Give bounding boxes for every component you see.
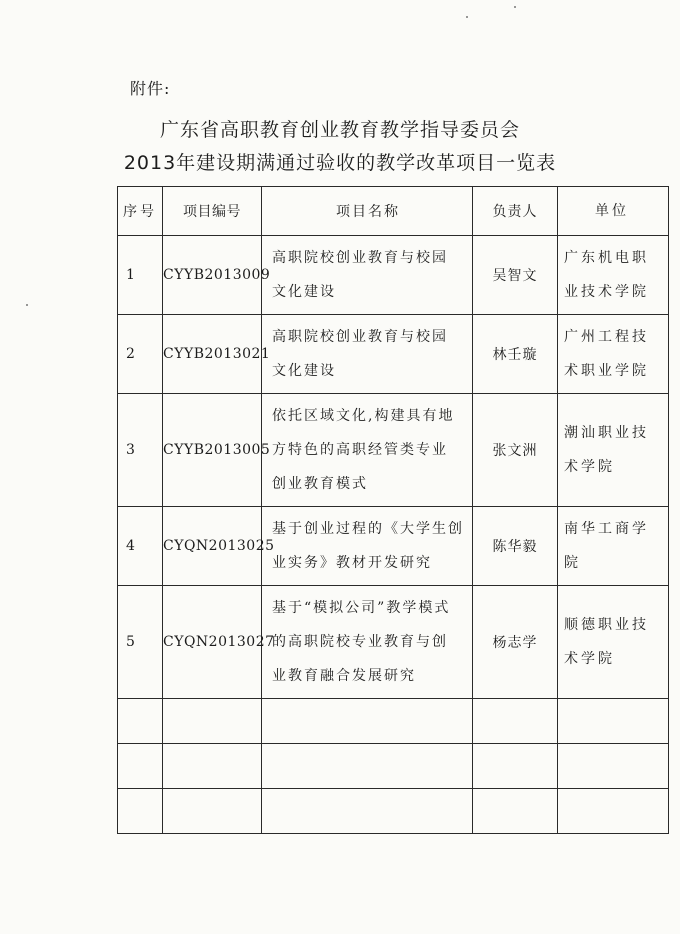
project-name-line: 基于“模拟公司”教学模式 xyxy=(272,600,451,616)
project-name-line: 业实务》教材开发研究 xyxy=(272,555,432,571)
column-header-project-name: 项目名称 xyxy=(262,187,473,236)
cell-project-code: CYYB2013021 xyxy=(163,315,262,394)
column-header-project-code: 项目编号 xyxy=(163,187,262,236)
column-header-person-in-charge: 负责人 xyxy=(473,187,558,236)
table-row xyxy=(118,507,669,586)
empty-cell xyxy=(163,699,262,744)
project-name-line: 的高职院校专业教育与创 xyxy=(272,634,448,650)
cell-institution xyxy=(558,315,669,394)
table-row xyxy=(118,236,669,315)
cell-person-in-charge: 杨志学 xyxy=(473,586,558,699)
cell-number: 4 xyxy=(118,507,163,586)
empty-cell xyxy=(118,744,163,789)
empty-table-row xyxy=(118,699,669,744)
table-row xyxy=(118,315,669,394)
institution-line: 顺德职业技 xyxy=(564,617,649,633)
empty-cell xyxy=(558,699,669,744)
table-header-row xyxy=(118,187,669,236)
empty-cell xyxy=(262,744,473,789)
cell-number: 5 xyxy=(118,586,163,699)
scan-speck xyxy=(466,16,468,18)
cell-person-in-charge: 林壬璇 xyxy=(473,315,558,394)
empty-cell xyxy=(558,789,669,834)
institution-line: 广州工程技 xyxy=(564,329,649,345)
attachment-label: 附件: xyxy=(130,79,171,98)
scan-speck xyxy=(26,304,28,306)
empty-cell xyxy=(473,744,558,789)
empty-table-row xyxy=(118,744,669,789)
empty-cell xyxy=(163,744,262,789)
cell-project-name xyxy=(262,586,473,699)
cell-project-code: CYQN2013027 xyxy=(163,586,262,699)
project-name-line: 创业教育模式 xyxy=(272,476,368,492)
cell-institution xyxy=(558,586,669,699)
table-row xyxy=(118,586,669,699)
institution-line: 术职业学院 xyxy=(564,363,649,379)
project-name-line: 高职院校创业教育与校园 xyxy=(272,250,448,266)
cell-institution xyxy=(558,507,669,586)
institution-line: 广东机电职 xyxy=(564,250,649,266)
project-name-line: 文化建设 xyxy=(272,284,336,300)
institution-line: 院 xyxy=(564,555,581,571)
cell-project-code: CYYB2013005 xyxy=(163,394,262,507)
projects-table xyxy=(117,186,669,834)
cell-person-in-charge: 张文洲 xyxy=(473,394,558,507)
institution-line: 南华工商学 xyxy=(564,521,649,537)
scan-speck xyxy=(514,6,516,8)
project-name-line: 方特色的高职经管类专业 xyxy=(272,442,448,458)
table-row xyxy=(118,394,669,507)
column-header-number: 序号 xyxy=(118,187,163,236)
empty-cell xyxy=(473,699,558,744)
empty-cell xyxy=(262,789,473,834)
empty-cell xyxy=(118,789,163,834)
project-name-line: 业教育融合发展研究 xyxy=(272,668,416,684)
empty-table-row xyxy=(118,789,669,834)
project-name-line: 高职院校创业教育与校园 xyxy=(272,329,448,345)
cell-number: 3 xyxy=(118,394,163,507)
empty-cell xyxy=(473,789,558,834)
project-name-line: 基于创业过程的《大学生创 xyxy=(272,521,464,537)
project-name-line: 文化建设 xyxy=(272,363,336,379)
project-name-line: 依托区域文化,构建具有地 xyxy=(272,408,455,424)
cell-institution xyxy=(558,394,669,507)
cell-project-name xyxy=(262,394,473,507)
cell-project-name xyxy=(262,315,473,394)
column-header-institution: 单位 xyxy=(558,187,669,236)
cell-project-code: CYQN2013025 xyxy=(163,507,262,586)
cell-project-code: CYYB2013009 xyxy=(163,236,262,315)
empty-cell xyxy=(558,744,669,789)
empty-cell xyxy=(163,789,262,834)
document-title-line-2: 2013年建设期满通过验收的教学改革项目一览表 xyxy=(123,152,557,174)
cell-number: 2 xyxy=(118,315,163,394)
document-title-line-1: 广东省高职教育创业教育教学指导委员会 xyxy=(159,119,520,141)
institution-line: 业技术学院 xyxy=(564,284,649,300)
institution-line: 潮汕职业技 xyxy=(564,425,649,441)
institution-line: 术学院 xyxy=(564,459,615,475)
cell-number: 1 xyxy=(118,236,163,315)
empty-cell xyxy=(262,699,473,744)
cell-person-in-charge: 吴智文 xyxy=(473,236,558,315)
cell-project-name xyxy=(262,236,473,315)
cell-person-in-charge: 陈华毅 xyxy=(473,507,558,586)
empty-cell xyxy=(118,699,163,744)
institution-line: 术学院 xyxy=(564,651,615,667)
cell-project-name xyxy=(262,507,473,586)
cell-institution xyxy=(558,236,669,315)
